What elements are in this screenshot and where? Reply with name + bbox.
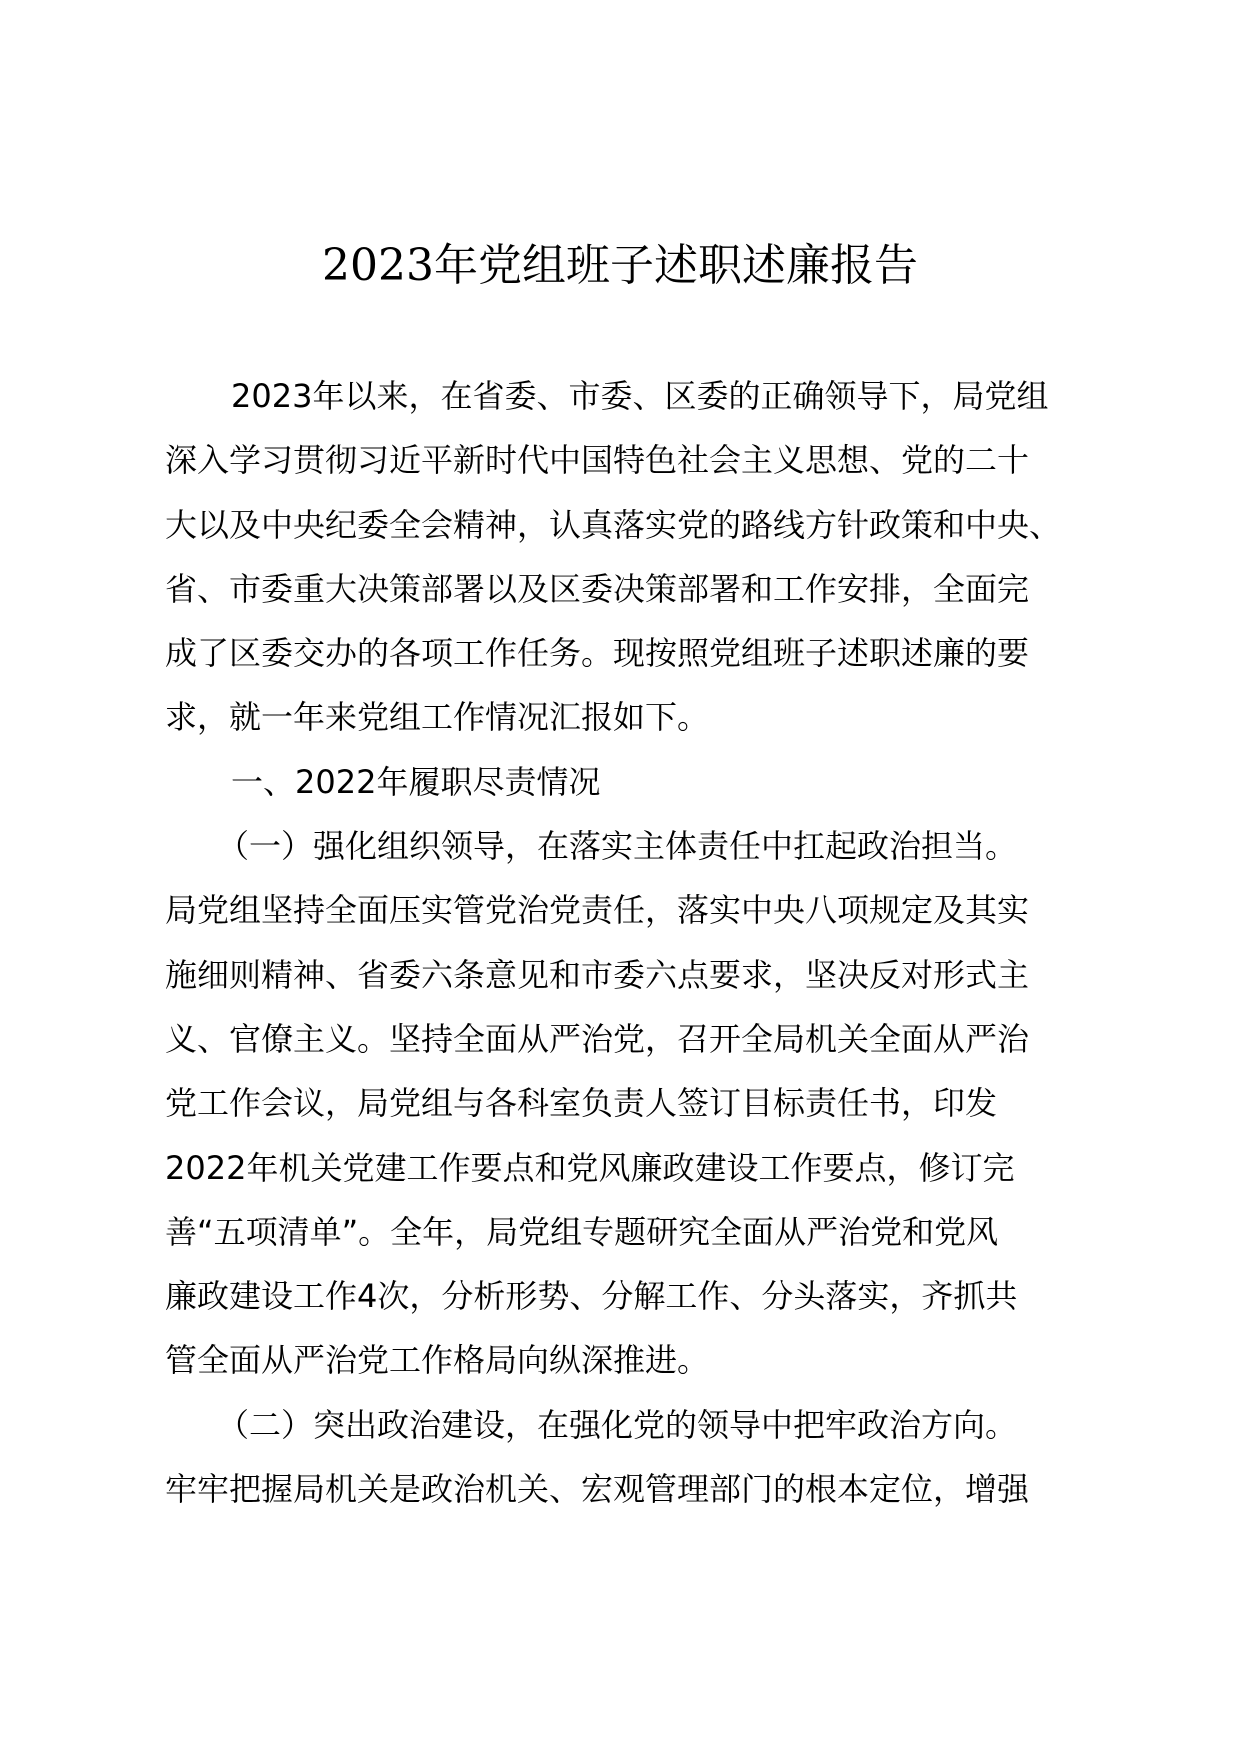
body-line: 善“五项清单”。全年，局党组专题研究全面从严治党和党风 (165, 1212, 999, 1251)
section-heading: 一、2022年履职尽责情况 (231, 762, 601, 801)
body-line: 管全面从严治党工作格局向纵深推进。 (165, 1341, 710, 1380)
body-line: 大以及中央纪委全会精神，认真落实党的路线方针政策和中央、 (165, 505, 1062, 544)
body-line: 义、官僚主义。坚持全面从严治党，召开全局机关全面从严治 (165, 1019, 1030, 1058)
body-line: 施细则精神、省委六条意见和市委六点要求，坚决反对形式主 (165, 955, 1030, 994)
body-line: 党工作会议，局党组与各科室负责人签订目标责任书，印发 (165, 1084, 998, 1123)
document-body (165, 364, 1095, 1521)
body-line: 成了区委交办的各项工作任务。现按照党组班子述职述廉的要 (165, 634, 1030, 673)
body-line: 牢牢把握局机关是政治机关、宏观管理部门的根本定位，增强 (165, 1470, 1030, 1509)
subsection-heading: （一）强化组织领导，在落实主体责任中扛起政治担当。 (217, 827, 1018, 866)
body-line: 局党组坚持全面压实管党治党责任，落实中央八项规定及其实 (165, 891, 1030, 930)
body-line: 2023年以来，在省委、市委、区委的正确领导下，局党组 (231, 377, 1049, 415)
body-line: 求，就一年来党组工作情况汇报如下。 (165, 698, 710, 737)
subsection-heading: （二）突出政治建设，在强化党的领导中把牢政治方向。 (217, 1405, 1018, 1444)
body-line: 廉政建设工作4次，分析形势、分解工作、分头落实，齐抓共 (165, 1277, 1018, 1316)
document-title: 2023年党组班子述职述廉报告 (322, 240, 918, 291)
body-line: 深入学习贯彻习近平新时代中国特色社会主义思想、党的二十 (165, 441, 1030, 480)
body-line: 省、市委重大决策部署以及区委决策部署和工作安排，全面完 (165, 569, 1030, 608)
body-line: 2022年机关党建工作要点和党风廉政建设工作要点，修订完 (165, 1148, 1015, 1187)
